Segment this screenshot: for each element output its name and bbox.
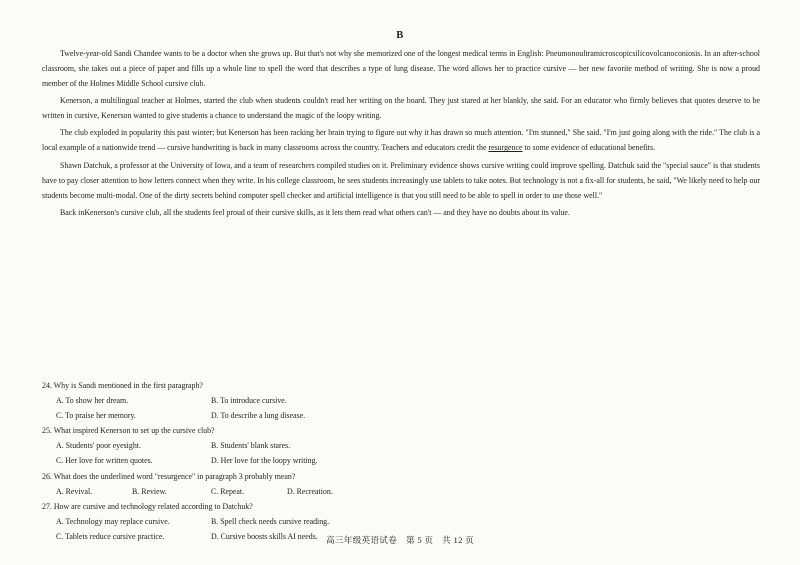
question-26-stem: 26. What does the underlined word "resurgence" in paragraph 3 probably mean?	[42, 471, 296, 481]
question-27-option-b: B. Spell check needs cursive reading.	[211, 516, 330, 526]
paragraph-3	[42, 125, 760, 155]
question-26-option-c: C. Repeat.	[211, 486, 245, 496]
paragraph-3-text-before: The club exploded in popularity this past winter; but Kenerson has been racking her brain trying to figure out why it has drawn so much attention. "I'm stunned," She said. "I'm just going along with the ride." The club is a local example of a nationwide trend — cursive handwriting is back in many classrooms across the country. Teachers and educators credit the	[42, 128, 760, 153]
question-24-option-a: A. To show her dream.	[56, 396, 129, 406]
paragraph-4: Shawn Datchuk, a professor at the University of Iowa, and a team of researchers compiled studies on it. Preliminary evidence shows cursive writing could improve spelling. Datchuk said the "special sauce" is that students have to pay closer attention to how letters connect when they write. In his college classroom, he sees students increasingly use tablets to take notes. But technology is not a fix-all for students, he said, "We likely need to help our students become multi-modal. One of the dirty secrets behind computer spell checker and artificial intelligence is that you still need to be able to spell in order to use those well."	[42, 160, 760, 200]
question-24-option-b: B. To introduce cursive.	[211, 396, 287, 406]
question-27-stem: 27. How are cursive and technology related according to Datchuk?	[42, 501, 253, 511]
page-footer: 高三年级英语试卷 第 5 页 共 12 页	[325, 535, 475, 545]
question-24-option-c: C. To praise her memory.	[56, 411, 136, 421]
question-list	[42, 378, 760, 544]
question-26-options-row	[42, 484, 760, 499]
question-27-options-row-1	[42, 514, 760, 529]
paragraph-2: Kenerson, a multilingual teacher at Holmes, started the club when students couldn't read her writing on the board. They just stared at her blankly, she said. For an educator who firmly believes that quotes deserve to be written in cursive, Kenerson wanted to give students a chance to understand the magic of the loopy writing.	[42, 96, 760, 121]
question-26-option-a: A. Revival.	[56, 486, 93, 496]
question-25-options-row-2	[42, 453, 760, 468]
question-24-option-d: D. To describe a lung disease.	[211, 411, 306, 421]
question-27-option-d: D. Cursive boosts skills AI needs.	[211, 531, 318, 541]
question-25-options-row-1	[42, 438, 760, 453]
question-24-stem: 24. Why is Sandi mentioned in the first paragraph?	[42, 381, 203, 390]
question-25-option-c: C. Her love for written quotes.	[56, 456, 153, 466]
question-26-option-b: B. Review.	[132, 486, 167, 496]
underlined-word: resurgence	[488, 143, 523, 153]
question-24-options-row-1	[42, 393, 760, 408]
question-25-option-a: A. Students' poor eyesight.	[56, 441, 141, 451]
question-25-option-d: D. Her love for the loopy writing.	[211, 456, 318, 466]
question-26-option-d: D. Recreation.	[287, 486, 333, 496]
question-25-option-b: B. Students' blank stares.	[211, 441, 291, 451]
question-27-option-c: C. Tablets reduce cursive practice.	[56, 531, 165, 541]
section-heading: B	[396, 30, 404, 41]
reading-passage	[42, 46, 760, 222]
paragraph-3-text-after: to some evidence of educational benefits.	[522, 143, 656, 153]
paragraph-5: Back inKenerson's cursive club, all the students feel proud of their cursive skills, as it lets them read what others can't — and they have no doubts about its value.	[60, 207, 570, 217]
paragraph-1: Twelve-year-old Sandi Chandee wants to be a doctor when she grows up. But that's not why she memorized one of the longest medical terms in English: Pneumonoultramicroscopicsilicovolcanoconiosis. In an after-school classroom, she takes out a piece of paper and fills up a whole line to spell the word that describes a type of lung disease. The word allows her to practice cursive — her new favorite method of writing. She is now a proud member of the Holmes Middle School cursive club.	[42, 49, 760, 88]
question-24-options-row-2	[42, 408, 760, 423]
question-25-stem: 25. What inspired Kenerson to set up the cursive club?	[42, 426, 215, 436]
question-27-option-a: A. Technology may replace cursive.	[56, 516, 170, 526]
